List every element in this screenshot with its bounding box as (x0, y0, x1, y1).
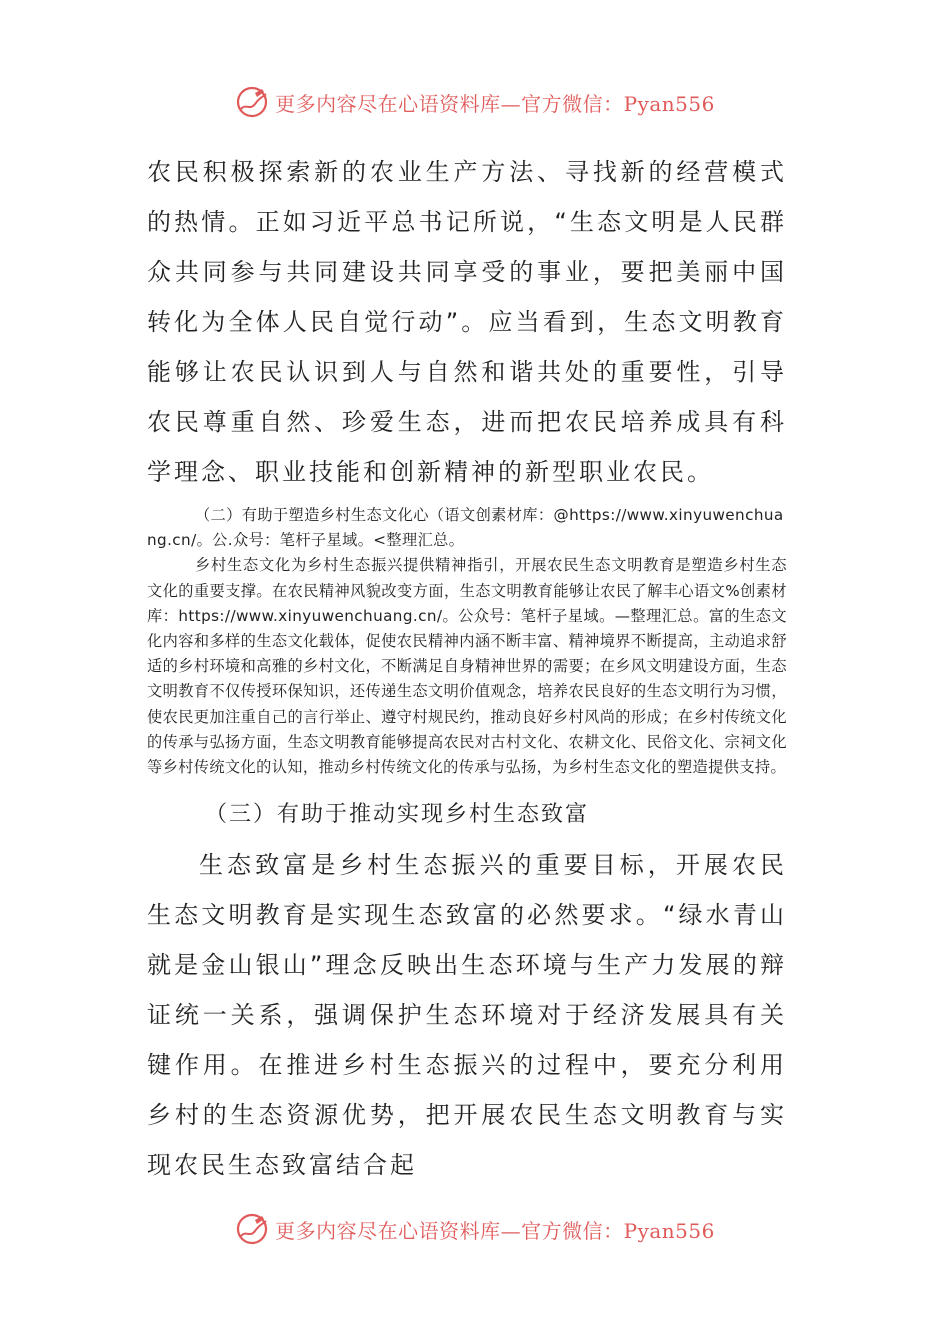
paragraph-3: 生态致富是乡村生态振兴的重要目标，开展农民生态文明教育是实现生态致富的必然要求。“绿水青山就是金山银山”理念反映出生态环境与生产力发展的辩证统一关系，强调保护生态环境对于经济发展具有关键作用。在推进乡村生态振兴的过程中，要充分利用乡村的生态资源优势，把开展农民生态文明教育与实现农民生态致富结合起 (147, 851, 787, 1180)
document-body (147, 147, 787, 1190)
footer-banner-text: 更多内容尽在心语资料库—官方微信：Pyan556 (275, 1218, 715, 1243)
section-heading-2: （二）有助于塑造乡村生态文化心（语文创素材库：@https://www.xinyuwenchuang.cn/。公.众号：笔杆子星域。<整理汇总。 (147, 506, 784, 550)
footer-banner (0, 1209, 950, 1249)
section-heading-3: （三）有助于推动实现乡村生态致富 (205, 802, 590, 828)
header-banner-text: 更多内容尽在心语资料库—官方微信：Pyan556 (275, 91, 715, 116)
header-banner (0, 82, 950, 122)
pen-signature-icon (235, 1212, 269, 1246)
pen-signature-icon (235, 85, 269, 119)
paragraph-1: 农民积极探索新的农业生产方法、寻找新的经营模式的热情。正如习近平总书记所说，“生态文明是人民群众共同参与共同建设共同享受的事业，要把美丽中国转化为全体人民自觉行动”。应当看到，生态文明教育能够让农民认识到人与自然和谐共处的重要性，引导农民尊重自然、珍爱生态，进而把农民培养成具有科学理念、职业技能和创新精神的新型职业农民。 (147, 158, 787, 486)
paragraph-2: 乡村生态文化为乡村生态振兴提供精神指引，开展农民生态文明教育是塑造乡村生态文化的重要支撑。在农民精神风貌改变方面，生态文明教育能够让农民了解丰心语文%创素材库：https://www.xinyuwenchuang.cn/。公众号：笔杆子星域。—整理汇总。富的生态文化内容和多样的生态文化载体，促使农民精神内涵不断丰富、精神境界不断提高，主动追求舒适的乡村环境和高雅的乡村文化，不断满足自身精神世界的需要；在乡风文明建设方面，生态文明教育不仅传授环保知识，还传递生态文明价值观念，培养农民良好的生态文明行为习惯，使农民更加注重自己的言行举止、遵守村规民约，推动良好乡村风尚的形成；在乡村传统文化的传承与弘扬方面，生态文明教育能够提高农民对古村文化、农耕文化、民俗文化、宗祠文化等乡村传统文化的认知，推动乡村传统文化的传承与弘扬，为乡村生态文化的塑造提供支持。 (147, 556, 787, 777)
